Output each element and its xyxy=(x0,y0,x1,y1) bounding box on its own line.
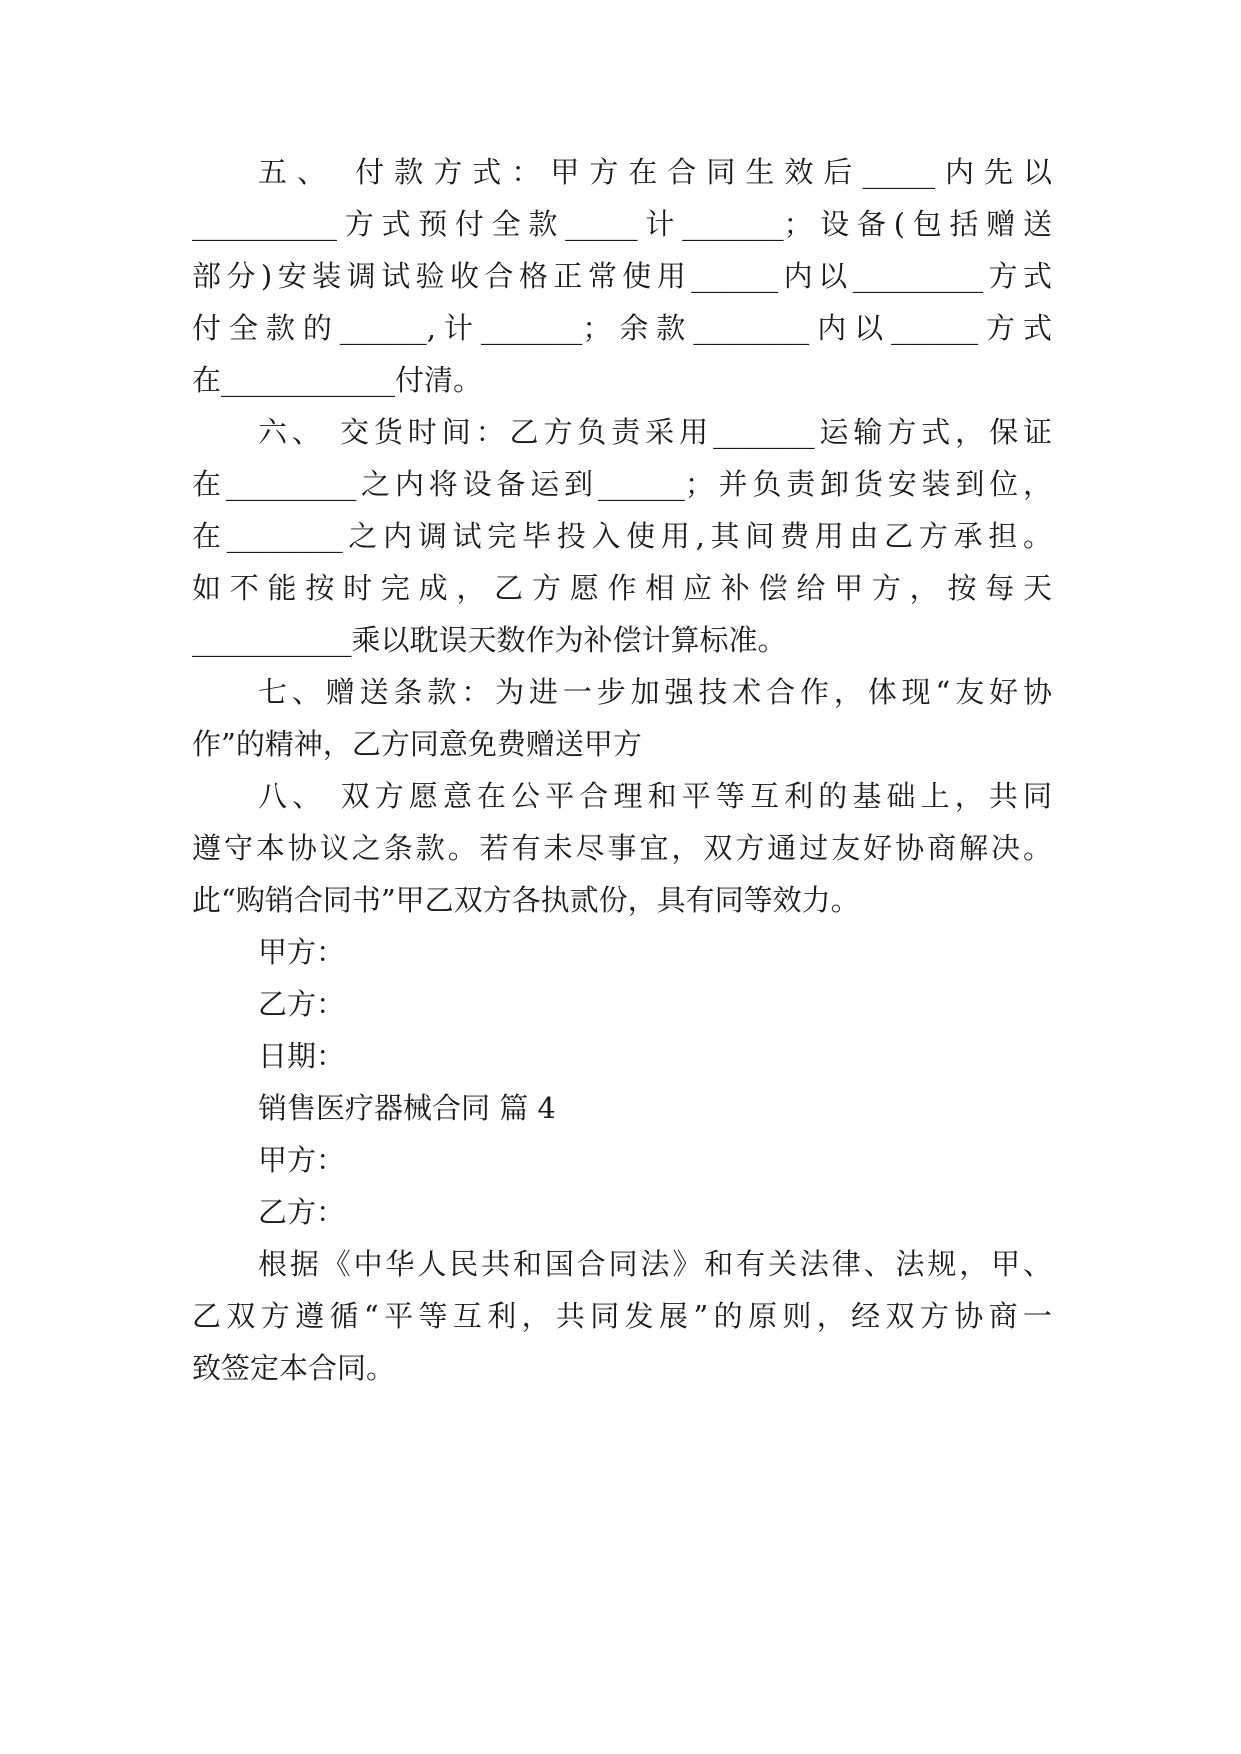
clause-7-line-1: 七、赠送条款：为进一步加强技术合作，体现“友好协 xyxy=(258,675,1052,709)
clause-5-line-3: 部分)安装调试验收合格正常使用______内以_________方式 xyxy=(192,259,1052,293)
party-a-label-2: 甲方： xyxy=(258,1143,346,1177)
preamble-line-3: 致签定本合同。 xyxy=(192,1351,396,1385)
clause-6-line-3: 在________之内调试完毕投入使用,其间费用由乙方承担。 xyxy=(192,519,1052,553)
party-a-label: 甲方： xyxy=(258,935,346,969)
clause-6-line-4: 如不能按时完成，乙方愿作相应补偿给甲方，按每天 xyxy=(192,571,1052,605)
clause-6-line-2: 在_________之内将设备运到______；并负责卸货安装到位， xyxy=(192,467,1052,501)
date-label: 日期： xyxy=(258,1039,346,1073)
clause-8-line-3: 此“购销合同书”甲乙双方各执贰份，具有同等效力。 xyxy=(192,883,860,917)
clause-5-line-2: __________方式预付全款_____计_______；设备(包括赠送 xyxy=(192,207,1052,241)
clause-6-line-1: 六、 交货时间：乙方负责采用_______运输方式，保证 xyxy=(258,415,1052,449)
party-b-label-2: 乙方： xyxy=(258,1195,346,1229)
clause-8-line-1: 八、 双方愿意在公平合理和平等互利的基础上，共同 xyxy=(258,779,1052,813)
party-b-label: 乙方： xyxy=(258,987,346,1021)
clause-7-line-2: 作”的精神，乙方同意免费赠送甲方 xyxy=(192,727,642,761)
clause-5-line-4: 付全款的______,计_______；余款________内以______方式 xyxy=(192,311,1052,345)
preamble-line-2: 乙双方遵循“平等互利，共同发展”的原则，经双方协商一 xyxy=(192,1299,1052,1333)
preamble-line-1: 根据《中华人民共和国合同法》和有关法律、法规，甲、 xyxy=(258,1247,1052,1281)
section-heading: 销售医疗器械合同 篇 4 xyxy=(258,1091,556,1125)
clause-8-line-2: 遵守本协议之条款。若有未尽事宜，双方通过友好协商解决。 xyxy=(192,831,1052,865)
clause-6-line-5: ___________乘以耽误天数作为补偿计算标准。 xyxy=(192,623,787,657)
clause-5-line-5: 在____________付清。 xyxy=(192,363,483,397)
clause-5-line-1: 五、 付款方式：甲方在合同生效后_____内先以 xyxy=(258,155,1052,189)
